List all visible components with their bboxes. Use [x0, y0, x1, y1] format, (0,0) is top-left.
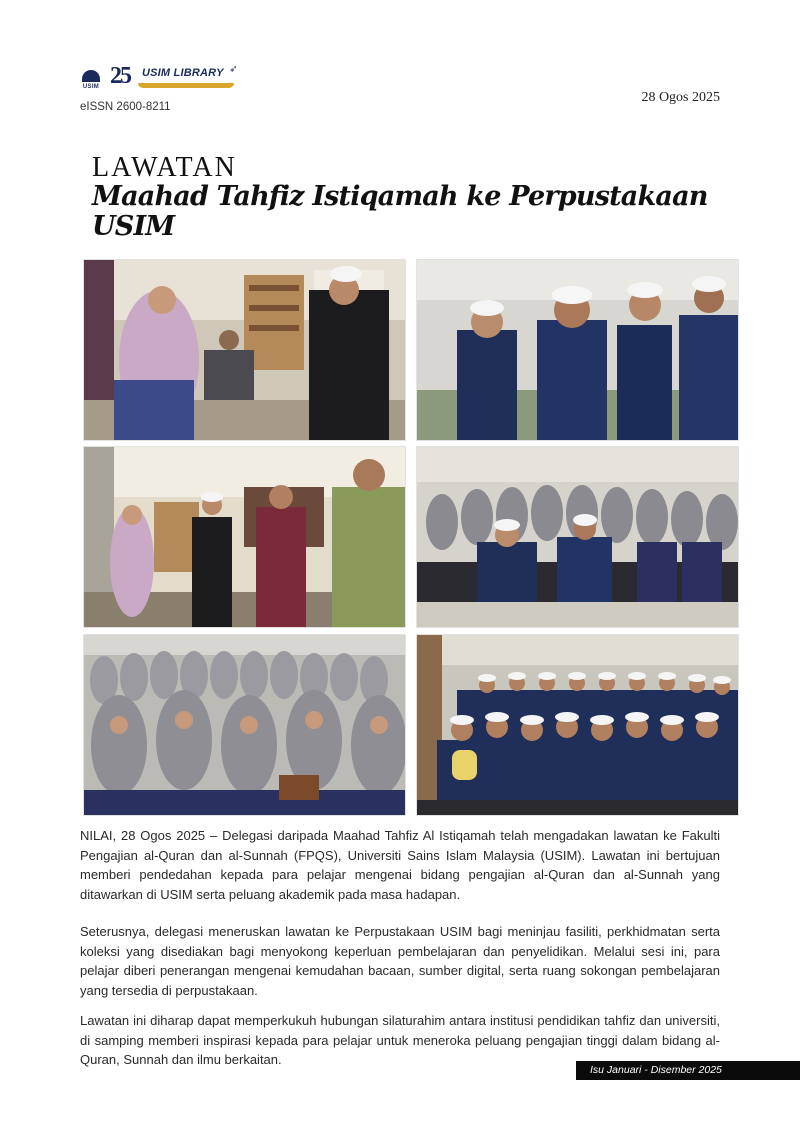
usim-logo-text: USIM	[82, 84, 100, 90]
usim-library-logo	[138, 64, 238, 88]
usim-library-logo-text: USIM LIBRARY	[142, 67, 224, 79]
bird-icon: ➶	[229, 64, 238, 75]
article-paragraph-3: Lawatan ini diharap dapat memperkukuh hubungan silaturahim antara institusi pendidikan tahfiz dan universiti, di samping memberi inspirasi kepada para pelajar untuk meneroka peluang pengajian tinggi dalam bidang al-Quran, Sunnah dan ilmu berkaitan.	[80, 1013, 720, 1067]
photo-male-students-group	[416, 634, 739, 816]
anniversary-25-logo: 25	[110, 62, 130, 89]
issue-label: Isu Januari - Disember 2025	[576, 1061, 800, 1080]
publication-date: 28 Ogos 2025	[641, 90, 720, 105]
article-paragraph-2: Seterusnya, delegasi meneruskan lawatan ke Perpustakaan USIM bagi meninjau fasiliti, perkhidmatan serta koleksi yang disediakan bagi menyokong keperluan pembelajaran dan penyelidikan. Melalui sesi ini, para pelajar diberi penerangan mengenai kemudahan bacaan, sumber digital, serta ruang sokongan pembelajaran yang tersedia di perpustakaan.	[80, 924, 720, 998]
photo-library-staff-welcome	[83, 259, 406, 441]
photo-students-in-caps	[416, 259, 739, 441]
issn-number: eISSN 2600-8211	[80, 101, 171, 113]
photo-female-students-seated	[83, 634, 406, 816]
usim-logo	[80, 62, 102, 90]
photo-officials-group	[83, 446, 406, 628]
article-paragraph-1: NILAI, 28 Ogos 2025 – Delegasi daripada Maahad Tahfiz Al Istiqamah telah mengadakan lawatan ke Fakulti Pengajian al-Quran dan al-Sunnah (FPQS), Universiti Sains Islam Malaysia (USIM). Lawatan ini bertujuan memberi pendedahan kepada para pelajar mengenai bidang pengajian al-Quran dan al-Sunnah yang ditawarkan di USIM serta peluang akademik pada masa hadapan.	[80, 828, 720, 902]
header-logos	[80, 60, 238, 92]
article-title: Maahad Tahfiz Istiqamah ke Perpustakaan USIM	[92, 181, 708, 242]
article-title-kicker: LAWATAN	[92, 152, 237, 183]
photo-students-seated-lobby	[416, 446, 739, 628]
